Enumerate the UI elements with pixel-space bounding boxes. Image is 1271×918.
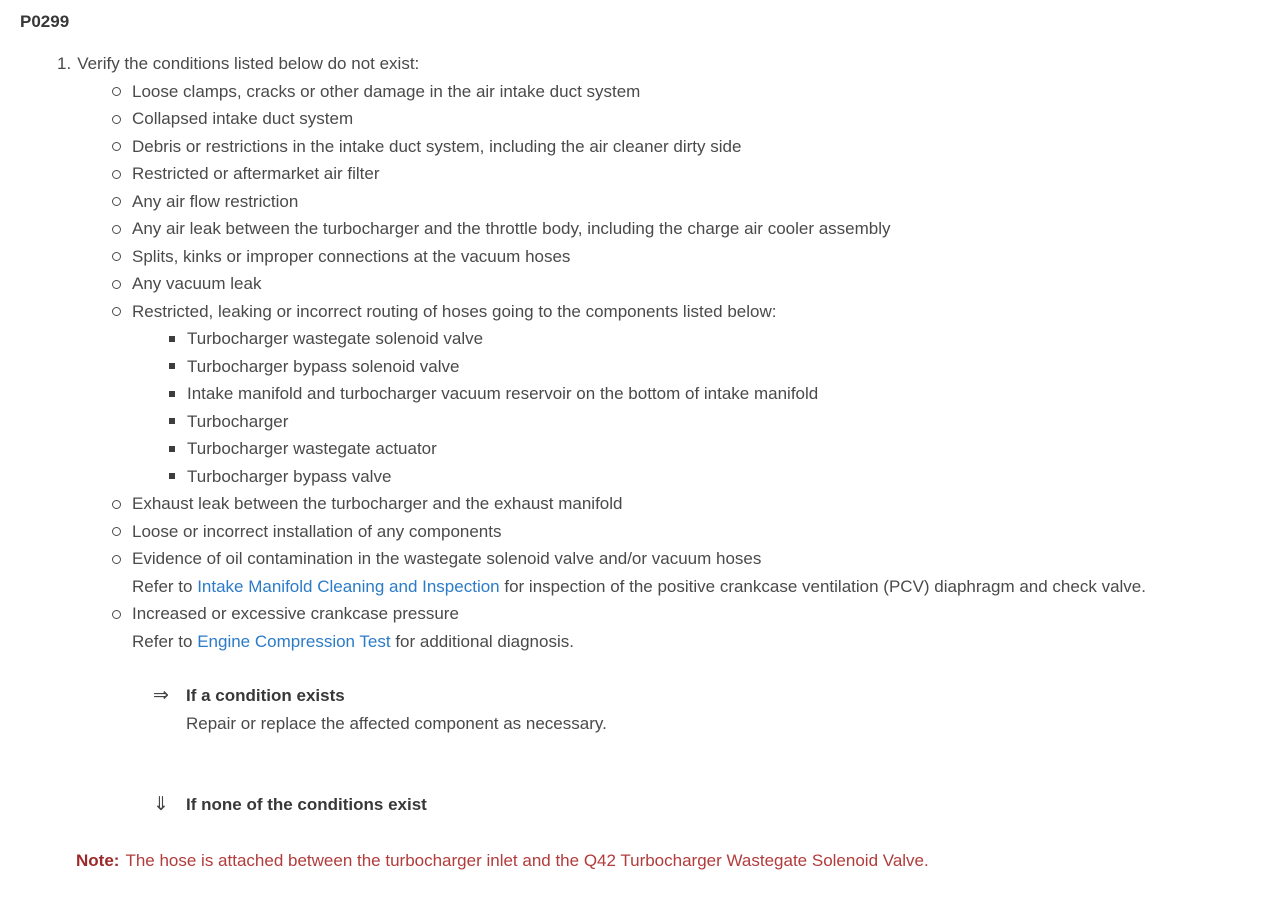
circle-bullet-icon [112, 197, 121, 206]
outcome-text: Repair or replace the affected component as necessary. [186, 713, 607, 733]
step-text: Verify the conditions listed below do not exist: [77, 54, 420, 73]
condition-item [0, 298, 1271, 491]
sub-item-text: Intake manifold and turbocharger vacuum reservoir on the bottom of intake manifold [187, 384, 819, 403]
sub-item [132, 408, 818, 436]
condition-item [0, 188, 1271, 216]
conditions-list [0, 78, 1271, 656]
condition-item [0, 243, 1271, 271]
reference-line: Refer to Intake Manifold Cleaning and Inspection for inspection of the positive crankcase ventilation (PCV) diaphragm and check valve. [132, 576, 1146, 596]
square-bullet-icon [169, 391, 175, 397]
circle-bullet-icon [112, 527, 121, 536]
condition-content [132, 215, 891, 243]
square-bullet-icon [169, 446, 175, 452]
circle-bullet-icon [112, 142, 121, 151]
condition-content [132, 490, 623, 518]
sub-item [132, 353, 818, 381]
condition-text: Splits, kinks or improper connections at the vacuum hoses [132, 246, 571, 266]
sub-item-text: Turbocharger wastegate actuator [187, 439, 437, 458]
circle-bullet-icon [112, 610, 121, 619]
note-label: Note: [76, 850, 120, 870]
condition-text: Collapsed intake duct system [132, 109, 354, 128]
condition-content [132, 160, 380, 188]
condition-content [132, 243, 570, 271]
condition-item [0, 105, 1271, 133]
note [76, 847, 1271, 875]
condition-content [132, 600, 574, 655]
condition-content [132, 133, 741, 161]
condition-item [0, 215, 1271, 243]
right-double-arrow-icon: ⇒ [153, 685, 169, 706]
outcome-content [186, 682, 607, 737]
circle-bullet-icon [112, 115, 121, 124]
condition-item [0, 78, 1271, 106]
condition-item [0, 270, 1271, 298]
outcome-label: If a condition exists [186, 686, 345, 705]
condition-text: Restricted, leaking or incorrect routing of hoses going to the components listed below: [132, 301, 777, 321]
outcomes-list [0, 682, 1271, 819]
circle-bullet-icon [112, 87, 121, 96]
outcome-item [0, 682, 1271, 737]
condition-text: Any air leak between the turbocharger and the throttle body, including the charge air cooler assembly [132, 219, 891, 238]
sub-item [132, 463, 818, 491]
condition-text: Evidence of oil contamination in the wastegate solenoid valve and/or vacuum hoses [132, 549, 762, 568]
condition-item [0, 545, 1271, 600]
note-text: The hose is attached between the turbocharger inlet and the Q42 Turbocharger Wastegate Solenoid Valve. [125, 850, 929, 870]
outcome-item [0, 791, 1271, 819]
sub-item-text: Turbocharger [187, 411, 289, 431]
sub-item [132, 435, 818, 463]
condition-text: Loose or incorrect installation of any components [132, 521, 502, 541]
reference-link[interactable]: Engine Compression Test [197, 631, 391, 651]
condition-content [132, 270, 261, 298]
outcome-content [186, 791, 427, 819]
condition-item [0, 490, 1271, 518]
condition-text: Any air flow restriction [132, 191, 299, 211]
step-1 [57, 50, 1271, 78]
reference-link[interactable]: Intake Manifold Cleaning and Inspection [197, 576, 500, 596]
condition-text: Exhaust leak between the turbocharger and the exhaust manifold [132, 494, 623, 513]
circle-bullet-icon [112, 555, 121, 564]
condition-content [132, 78, 640, 106]
condition-content [132, 188, 298, 216]
condition-item [0, 518, 1271, 546]
condition-text: Any vacuum leak [132, 274, 262, 293]
condition-text: Debris or restrictions in the intake duct system, including the air cleaner dirty side [132, 136, 742, 156]
step-number: 1. [57, 54, 72, 73]
outcome-label: If none of the conditions exist [186, 795, 427, 814]
square-bullet-icon [169, 363, 175, 369]
condition-content [132, 518, 501, 546]
sub-item-text: Turbocharger bypass solenoid valve [187, 356, 460, 376]
condition-item [0, 600, 1271, 655]
page-title: P0299 [20, 12, 70, 31]
circle-bullet-icon [112, 307, 121, 316]
square-bullet-icon [169, 473, 175, 479]
condition-item [0, 160, 1271, 188]
circle-bullet-icon [112, 252, 121, 261]
square-bullet-icon [169, 418, 175, 424]
condition-text: Loose clamps, cracks or other damage in the air intake duct system [132, 81, 641, 101]
condition-content [132, 545, 1146, 600]
condition-text: Increased or excessive crankcase pressure [132, 604, 459, 623]
circle-bullet-icon [112, 225, 121, 234]
sub-item [132, 325, 818, 353]
sub-item-text: Turbocharger wastegate solenoid valve [187, 329, 484, 348]
document-page [0, 10, 1271, 918]
condition-item [0, 133, 1271, 161]
circle-bullet-icon [112, 280, 121, 289]
sub-item [132, 380, 818, 408]
condition-content [132, 105, 353, 133]
down-double-arrow-icon: ⇓ [153, 794, 169, 815]
sub-item-text: Turbocharger bypass valve [187, 466, 392, 486]
circle-bullet-icon [112, 500, 121, 509]
reference-line: Refer to Engine Compression Test for additional diagnosis. [132, 631, 574, 651]
circle-bullet-icon [112, 170, 121, 179]
square-bullet-icon [169, 336, 175, 342]
condition-content [132, 298, 818, 491]
condition-text: Restricted or aftermarket air filter [132, 164, 380, 183]
